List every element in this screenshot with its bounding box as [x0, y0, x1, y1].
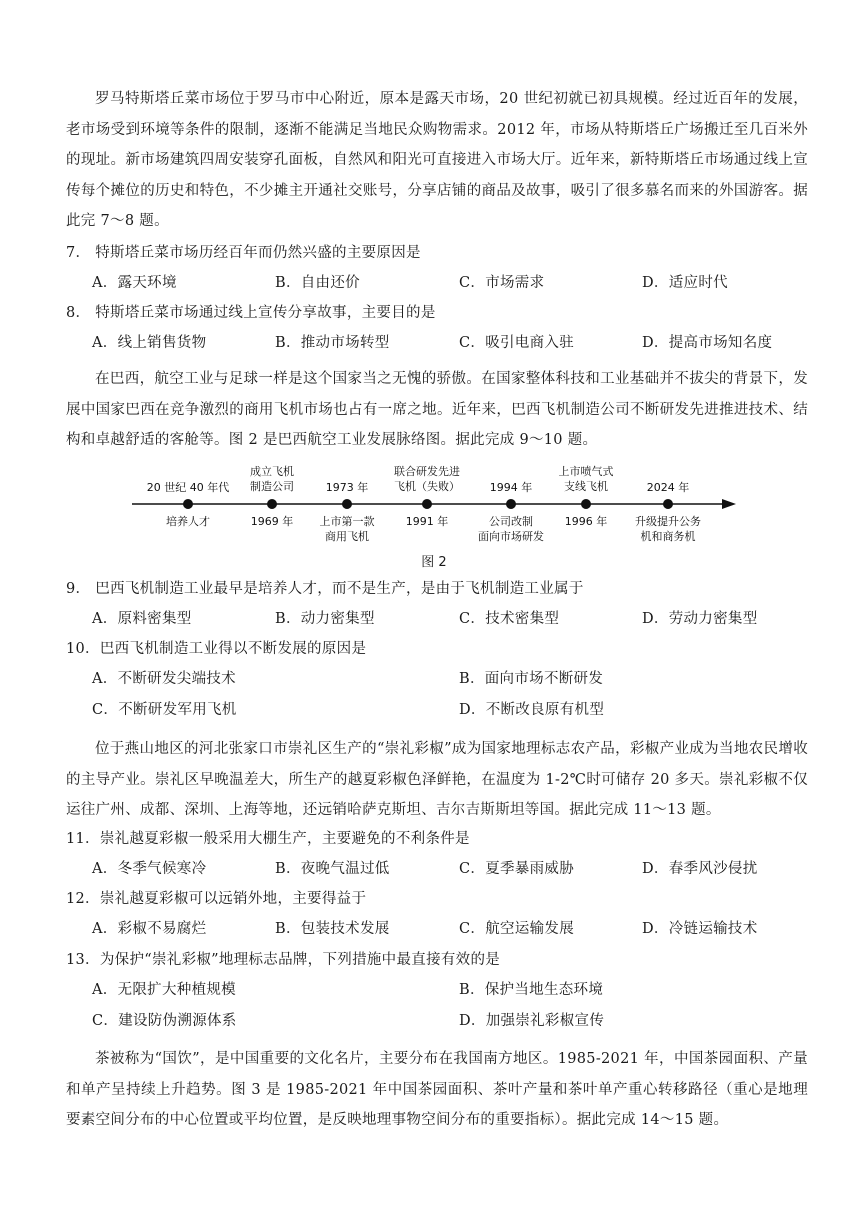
question-8-option-c[interactable]: C．吸引电商入驻 — [459, 335, 574, 351]
question-10-option-c[interactable]: C．不断研发军用飞机 — [92, 702, 237, 718]
question-9-option-b[interactable]: B．动力密集型 — [275, 611, 375, 627]
question-9-option-a[interactable]: A．原料密集型 — [92, 611, 192, 627]
question-13-options-row2 — [92, 1010, 808, 1032]
question-7-option-a[interactable]: A．露天环境 — [92, 275, 177, 291]
passage-brazil-aviation: 在巴西，航空工业与足球一样是这个国家当之无愧的骄傲。在国家整体科技和工业基础并不拔尖的背景下，发展中国家巴西在竞争激烈的商用飞机市场也占有一席之地。近年来，巴西飞机制造公司不断研发先进推进技术、结构和卓越舒适的客舱等。图 2 是巴西航空工业发展脉络图。据此完成 9～10 题。 — [66, 371, 808, 448]
question-9-option-c[interactable]: C．技术密集型 — [459, 611, 560, 627]
question-12-option-d[interactable]: D．冷链运输技术 — [642, 921, 758, 937]
question-11-option-a[interactable]: A．冬季气候寒冷 — [92, 861, 207, 877]
question-11-stem: 11．崇礼越夏彩椒一般采用大棚生产，主要避免的不利条件是 — [66, 831, 470, 847]
question-11-option-c[interactable]: C．夏季暴雨威胁 — [459, 861, 574, 877]
question-8-option-b[interactable]: B．推动市场转型 — [275, 335, 390, 351]
timeline-label-top-3: 1973 年 — [325, 481, 369, 494]
question-13-option-c[interactable]: C．建设防伪溯源体系 — [92, 1013, 237, 1029]
timeline-label-top-4: 联合研发先进 飞机（失败） — [394, 465, 460, 493]
question-7-option-c[interactable]: C．市场需求 — [459, 275, 545, 291]
question-13-option-d[interactable]: D．加强崇礼彩椒宣传 — [459, 1013, 605, 1029]
question-10-options-row1 — [92, 668, 808, 690]
question-10-option-b[interactable]: B．面向市场不断研发 — [459, 671, 604, 687]
question-9-options — [92, 608, 808, 630]
figure-2-caption: 图 2 — [421, 555, 447, 570]
question-7-option-d[interactable]: D．适应时代 — [642, 275, 728, 291]
question-12-option-b[interactable]: B．包装技术发展 — [275, 921, 390, 937]
question-10-stem: 10．巴西飞机制造工业得以不断发展的原因是 — [66, 641, 367, 657]
timeline-label-bottom-7: 升级提升公务 机和商务机 — [635, 515, 701, 543]
question-12-option-a[interactable]: A．彩椒不易腐烂 — [92, 921, 207, 937]
question-12-options — [92, 918, 808, 940]
timeline-label-bottom-5: 公司改制 面向市场研发 — [478, 515, 544, 543]
question-8-options — [92, 332, 808, 354]
question-8-stem: 8． 特斯塔丘菜市场通过线上宣传分享故事，主要目的是 — [66, 305, 436, 321]
question-11-options — [92, 858, 808, 880]
question-8-option-a[interactable]: A．线上销售货物 — [92, 335, 207, 351]
timeline-label-top-1: 20 世纪 40 年代 — [146, 481, 230, 494]
question-7-stem: 7． 特斯塔丘菜市场历经百年而仍然兴盛的主要原因是 — [66, 245, 421, 261]
question-9-stem: 9． 巴西飞机制造工业最早是培养人才，而不是生产，是由于飞机制造工业属于 — [66, 581, 584, 597]
timeline-label-bottom-3: 上市第一款 商用飞机 — [319, 515, 375, 543]
passage-tea: 茶被称为“国饮”，是中国重要的文化名片，主要分布在我国南方地区。1985-2021 年，中国茶园面积、产量和单产呈持续上升趋势。图 3 是 1985-2021 年中国茶园面积、茶叶产量和茶叶单产重心转移路径（重心是地理要素空间分布的中心位置或平均位置，是反映地理事物空间分布的重要指标）。据此完成 14～15 题。 — [66, 1051, 808, 1128]
timeline-label-top-2: 成立飞机 制造公司 — [250, 465, 294, 493]
question-12-option-c[interactable]: C．航空运输发展 — [459, 921, 574, 937]
timeline-label-bottom-2: 1969 年 — [250, 515, 294, 528]
question-7-option-b[interactable]: B．自由还价 — [275, 275, 360, 291]
question-9-option-d[interactable]: D．劳动力密集型 — [642, 611, 758, 627]
timeline-label-top-6: 上市喷气式 支线飞机 — [558, 465, 614, 493]
question-10-options-row2 — [92, 699, 808, 721]
question-8-option-d[interactable]: D．提高市场知名度 — [642, 335, 773, 351]
question-10-option-a[interactable]: A．不断研发尖端技术 — [92, 671, 236, 687]
question-11-option-b[interactable]: B．夜晚气温过低 — [275, 861, 390, 877]
brazil-aviation-timeline — [130, 460, 740, 555]
passage-chongli-pepper: 位于燕山地区的河北张家口市崇礼区生产的“崇礼彩椒”成为国家地理标志农产品，彩椒产业成为当地农民增收的主导产业。崇礼区早晚温差大，所生产的越夏彩椒色泽鲜艳，在温度为 1-2℃时可储存 20 多天。崇礼彩椒不仅运往广州、成都、深圳、上海等地，还远销哈萨克斯坦、吉尔吉斯斯坦等国。据此完成 11～13 题。 — [66, 741, 808, 818]
question-11-option-d[interactable]: D．春季风沙侵扰 — [642, 861, 758, 877]
question-13-option-a[interactable]: A．无限扩大种植规模 — [92, 982, 236, 998]
question-13-options-row1 — [92, 979, 808, 1001]
timeline-label-top-5: 1994 年 — [489, 481, 533, 494]
timeline-label-bottom-1: 培养人才 — [166, 515, 210, 528]
question-7-options — [92, 272, 808, 294]
question-13-option-b[interactable]: B．保护当地生态环境 — [459, 982, 604, 998]
timeline-label-top-7: 2024 年 — [646, 481, 690, 494]
timeline-label-bottom-6: 1996 年 — [564, 515, 608, 528]
passage-testaccio-market: 罗马特斯塔丘菜市场位于罗马市中心附近，原本是露天市场，20 世纪初就已初具规模。经过近百年的发展，老市场受到环境等条件的限制，逐渐不能满足当地民众购物需求。2012 年，市场从特斯塔丘广场搬迁至几百米外的现址。新市场建筑四周安装穿孔面板，自然风和阳光可直接进入市场大厅。近年来，新特斯塔丘市场通过线上宣传每个摊位的历史和特色，不少摊主开通社交账号，分享店铺的商品及故事，吸引了很多慕名而来的外国游客。据此完 7～8 题。 — [66, 91, 808, 229]
question-13-stem: 13．为保护“崇礼彩椒”地理标志品牌，下列措施中最直接有效的是 — [66, 952, 501, 968]
question-12-stem: 12．崇礼越夏彩椒可以远销外地，主要得益于 — [66, 891, 367, 907]
question-10-option-d[interactable]: D．不断改良原有机型 — [459, 702, 605, 718]
timeline-label-bottom-4: 1991 年 — [405, 515, 449, 528]
